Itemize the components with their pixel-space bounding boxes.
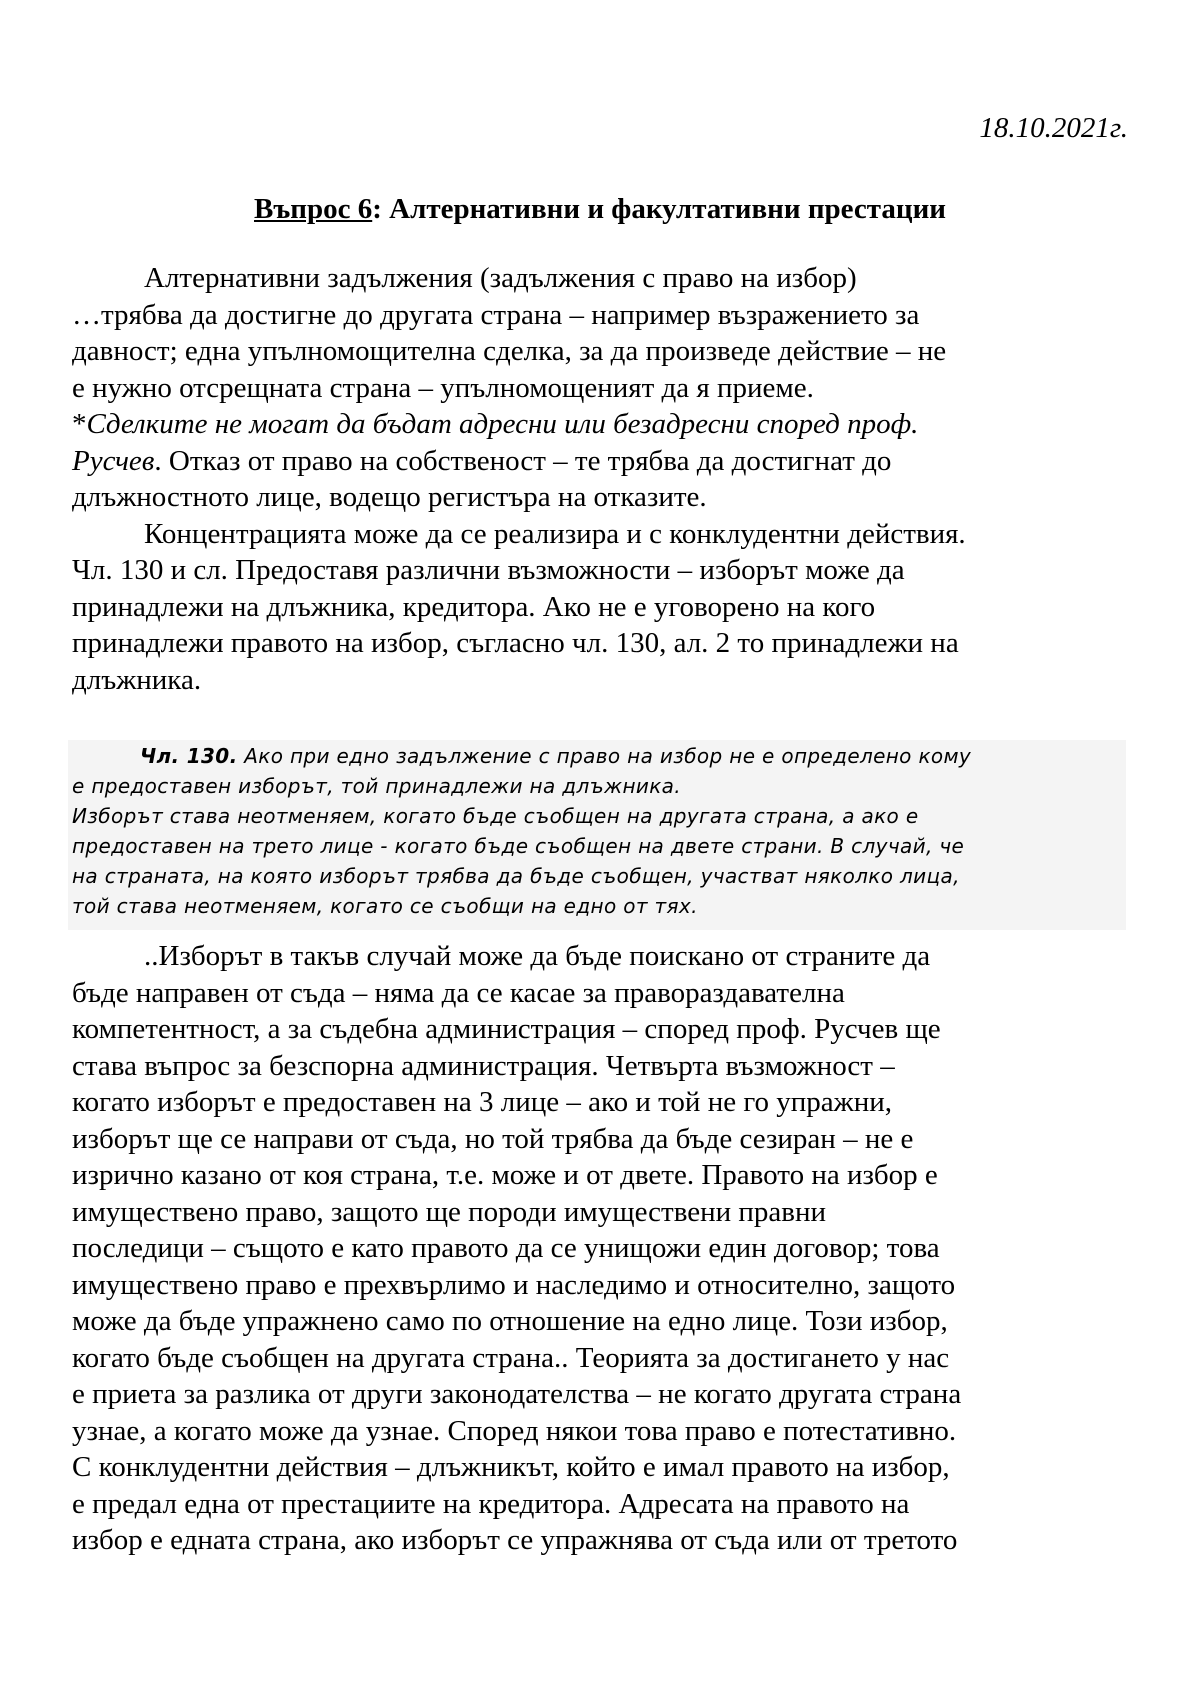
text-line: давност; една упълномощителна сделка, за да произведе действие – не bbox=[72, 335, 947, 367]
note-line bbox=[72, 443, 1122, 480]
paragraph-alternative-obligations bbox=[72, 260, 1122, 698]
law-quote-block bbox=[68, 740, 1126, 930]
note-text: . Отказ от право на собственост – те трябва да достигнат до bbox=[154, 444, 892, 477]
page-title bbox=[0, 193, 1200, 226]
text-line: бъде направен от съда – няма да се касае за правораздавателна bbox=[72, 976, 845, 1009]
text-line: ..Изборът в такъв случай може да бъде поискано от страните да bbox=[144, 940, 931, 972]
quote-line: е предоставен изборът, той принадлежи на длъжника. bbox=[72, 774, 681, 798]
note-line bbox=[72, 406, 1122, 443]
text-line: е приета за разлика от други законодателства – не когато другата страна bbox=[72, 1378, 962, 1410]
text-line: имуществено право е прехвърлимо и наследимо и относително, защото bbox=[72, 1268, 956, 1301]
text-line: последици – същото е като правото да се унищожи един договор; това bbox=[72, 1232, 940, 1264]
document-date: 18.10.2021г. bbox=[979, 112, 1128, 144]
text-line: става въпрос за безспорна администрация. Четвърта възможност – bbox=[72, 1049, 895, 1082]
paragraph-choice-by-court bbox=[72, 938, 1122, 1559]
quote-line: на страната, на която изборът трябва да бъде съобщен, участват няколко лица, bbox=[72, 864, 960, 888]
text-line: компетентност, а за съдебна администрация – според проф. Русчев ще bbox=[72, 1013, 941, 1045]
quote-first-text: Ако при едно задължение с право на избор не е определено кому bbox=[237, 744, 972, 768]
text-line: избор е едната страна, ако изборът се упражнява от съда или от третото bbox=[72, 1524, 958, 1556]
text-line: изрично казано от коя страна, т.е. може и от двете. Правото на избор е bbox=[72, 1159, 938, 1191]
text-line: …трябва да достигне до другата страна – например възражението за bbox=[72, 298, 920, 331]
text-line: имуществено право, защото ще породи имуществени правни bbox=[72, 1195, 827, 1228]
note-italic-name: Русчев bbox=[72, 444, 155, 477]
text-line: когато изборът е предоставен на 3 лице – ако и той не го упражни, bbox=[72, 1086, 892, 1118]
note-italic: Сделките не могат да бъдат адресни или безадресни според проф. bbox=[86, 408, 919, 440]
title-question-number: Въпрос 6 bbox=[254, 193, 373, 225]
text-line: Чл. 130 и сл. Предоставя различни възможности – изборът може да bbox=[72, 554, 905, 586]
text-line: е нужно отсрещната страна – упълномощеният да я приеме. bbox=[72, 371, 814, 404]
quote-line: той става неотменяем, когато се съобщи на едно от тях. bbox=[72, 894, 698, 918]
text-line: Концентрацията може да се реализира и с конклудентни действия. bbox=[144, 517, 966, 550]
quote-line: предоставен на трето лице - когато бъде съобщен на двете страни. В случай, че bbox=[72, 834, 965, 858]
text-line: длъжностното лице, водещо регистъра на отказите. bbox=[72, 481, 707, 513]
text-line: е предал една от престациите на кредитора. Адресата на правото на bbox=[72, 1487, 910, 1520]
text-line: длъжника. bbox=[72, 663, 202, 696]
quote-line: Изборът става неотменяем, когато бъде съобщен на другата страна, а ако е bbox=[72, 804, 919, 828]
note-star: * bbox=[72, 408, 87, 440]
text-line: принадлежи на длъжника, кредитора. Ако не е уговорено на кого bbox=[72, 590, 876, 623]
text-line: принадлежи правото на избор, съгласно чл. 130, ал. 2 то принадлежи на bbox=[72, 627, 959, 659]
text-line: Алтернативни задължения (задължения с право на избор) bbox=[144, 262, 857, 294]
text-line: когато бъде съобщен на другата страна.. Теорията за достигането у нас bbox=[72, 1341, 950, 1374]
text-line: С конклудентни действия – длъжникът, който е имал правото на избор, bbox=[72, 1451, 950, 1483]
text-line: узнае, а когато може да узнае. Според някои това право е потестативно. bbox=[72, 1414, 957, 1447]
text-line: може да бъде упражнено само по отношение на едно лице. Този избор, bbox=[72, 1305, 948, 1337]
quote-line bbox=[140, 744, 971, 768]
text-line: изборът ще се направи от съда, но той трябва да бъде сезиран – не е bbox=[72, 1122, 914, 1155]
quote-article-label: Чл. 130. bbox=[140, 744, 238, 768]
title-text: : Алтернативни и факултативни престации bbox=[372, 193, 946, 225]
